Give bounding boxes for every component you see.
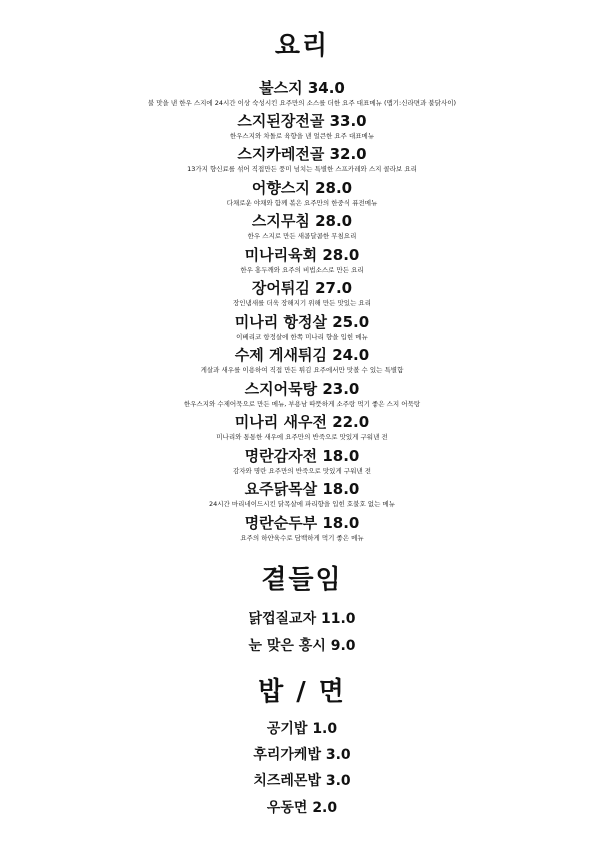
menu-item: [0, 112, 604, 141]
menu-item-title: [0, 514, 604, 533]
menu-item-price: 32.0: [329, 145, 367, 163]
menu-item-price: 2.0: [312, 800, 338, 816]
menu-item-price: 3.0: [325, 773, 351, 789]
menu-item-price: 18.0: [322, 514, 360, 532]
menu-item: [0, 279, 604, 308]
section-title-sides: 곁들임: [261, 565, 343, 595]
menu-item: [0, 179, 604, 208]
section-title-cuisine: 요리: [274, 31, 330, 61]
menu-item: [0, 514, 604, 543]
menu-item: [0, 637, 604, 655]
menu-item-name: 공기밥: [266, 721, 308, 737]
menu-item: [0, 772, 604, 790]
menu-item-name: 눈 맞은 홍시: [248, 638, 326, 654]
menu-item-price: 18.0: [322, 480, 360, 498]
menu-item-price: 9.0: [330, 638, 356, 654]
menu-item: [0, 799, 604, 817]
menu-item-name: 후리가케밥: [253, 747, 321, 763]
menu-item: [0, 720, 604, 738]
menu-item: [0, 246, 604, 275]
menu-item-title: [0, 246, 604, 265]
menu-item-description: 한우 스지로 만든 새콤달콤한 무침요리: [247, 232, 357, 240]
menu-item-description: 요주의 하얀육수로 담백하게 먹기 좋은 메뉴: [240, 534, 364, 542]
menu-item-description: 다채로운 야채와 함께 볶은 요주만의 한중식 퓨전메뉴: [226, 199, 378, 207]
menu-item-name: 불스지: [259, 79, 303, 97]
menu-item-name: 스지무침: [251, 212, 310, 230]
menu-item-description: 감자와 명란 요주만의 반죽으로 맛있게 구워낸 전: [233, 467, 371, 475]
menu-item: [0, 746, 604, 764]
menu-item-price: 1.0: [312, 721, 338, 737]
menu-item-price: 28.0: [315, 212, 353, 230]
menu-item-description: 미나리와 통통한 새우에 요주만의 반죽으로 맛있게 구워낸 전: [216, 433, 388, 441]
menu-item-description: 게살과 새우를 이용하여 직접 만든 튀김 요주에서만 맛볼 수 있는 특별함: [200, 366, 404, 374]
menu-item-title: [0, 212, 604, 231]
menu-item: [0, 413, 604, 442]
menu-item: [0, 610, 604, 628]
menu-item-price: 28.0: [322, 246, 360, 264]
menu-item-title: [0, 112, 604, 131]
menu-item-name: 요주닭목살: [244, 480, 318, 498]
menu-item-title: [0, 413, 604, 432]
menu-item-description: 불 맛을 낸 한우 스지에 24시간 이상 숙성시킨 요주만의 소스를 더한 요주 대표메뉴 (맵기:신라면과 불닭사이): [147, 99, 457, 107]
menu-item-description: 24시간 마리네이드시킨 닭목살에 파리향을 입힌 호불호 없는 메뉴: [209, 500, 395, 508]
menu-item-price: 23.0: [322, 380, 360, 398]
menu-item: [0, 447, 604, 476]
menu-item-name: 우동면: [266, 800, 308, 816]
menu-item-description: 이베리코 항정살에 한쪽 미나리 향을 입힌 메뉴: [236, 333, 368, 341]
menu-item: [0, 346, 604, 375]
section-title-rice-noodles: 밥 / 면: [258, 677, 346, 707]
menu-item-name: 미나리 새우전: [234, 413, 327, 431]
menu-item-description: 한우 홍두깨와 요주의 비법소스로 만든 요리: [240, 266, 364, 274]
menu-item-title: [0, 145, 604, 164]
menu-item-name: 스지된장전골: [237, 112, 325, 130]
menu-item-title: [0, 279, 604, 298]
menu-item-name: 미나리육회: [244, 246, 318, 264]
menu-item-name: 닭껍질교자: [248, 611, 317, 627]
menu-item-description: 한우스지와 수제어묵으로 만든 메뉴, 부용남 따뜻하게 소주랑 먹기 좋은 스지 어묵탕: [183, 400, 421, 408]
menu-item: [0, 380, 604, 409]
menu-item: [0, 145, 604, 174]
menu-item: [0, 79, 604, 108]
menu-item-title: [0, 380, 604, 399]
menu-item-title: [0, 480, 604, 499]
menu-item-price: 18.0: [322, 447, 360, 465]
menu-item-title: [0, 179, 604, 198]
menu-item-price: 11.0: [320, 611, 356, 627]
menu-item-name: 치즈레몬밥: [253, 773, 321, 789]
menu-item-price: 3.0: [325, 747, 351, 763]
menu-item: [0, 212, 604, 241]
menu-item-price: 28.0: [315, 179, 353, 197]
menu-item-price: 27.0: [315, 279, 353, 297]
menu-item-price: 25.0: [332, 313, 370, 331]
menu-item-name: 미나리 항정살: [234, 313, 327, 331]
menu-item-description: 장인냄새를 더욱 장해지기 위해 만든 맛있는 요리: [233, 299, 371, 307]
menu-item-title: [0, 447, 604, 466]
menu-item-name: 명란감자전: [244, 447, 318, 465]
menu-item: [0, 313, 604, 342]
menu-item-name: 장어튀김: [251, 279, 310, 297]
menu-item-name: 스지어묵탕: [244, 380, 318, 398]
menu-item-price: 34.0: [307, 79, 345, 97]
menu-item-title: [0, 79, 604, 98]
menu-item-description: 13가지 향신료를 섞어 직접만든 풍미 넘치는 특별한 스프카레와 스지 콜라보 요리: [187, 165, 417, 173]
menu-item-name: 명란순두부: [244, 514, 318, 532]
menu-item-title: [0, 346, 604, 365]
menu-item-name: 스지카레전골: [237, 145, 325, 163]
menu-item-name: 수제 게새튀김: [234, 346, 327, 364]
menu-item-price: 24.0: [332, 346, 370, 364]
menu-item-price: 22.0: [332, 413, 370, 431]
menu-item-description: 한우스지와 차돌로 육향을 낸 얼큰한 요주 대표메뉴: [229, 132, 375, 140]
menu-item-title: [0, 313, 604, 332]
menu-item: [0, 480, 604, 509]
menu-item-price: 33.0: [329, 112, 367, 130]
menu-item-name: 어향스지: [251, 179, 310, 197]
